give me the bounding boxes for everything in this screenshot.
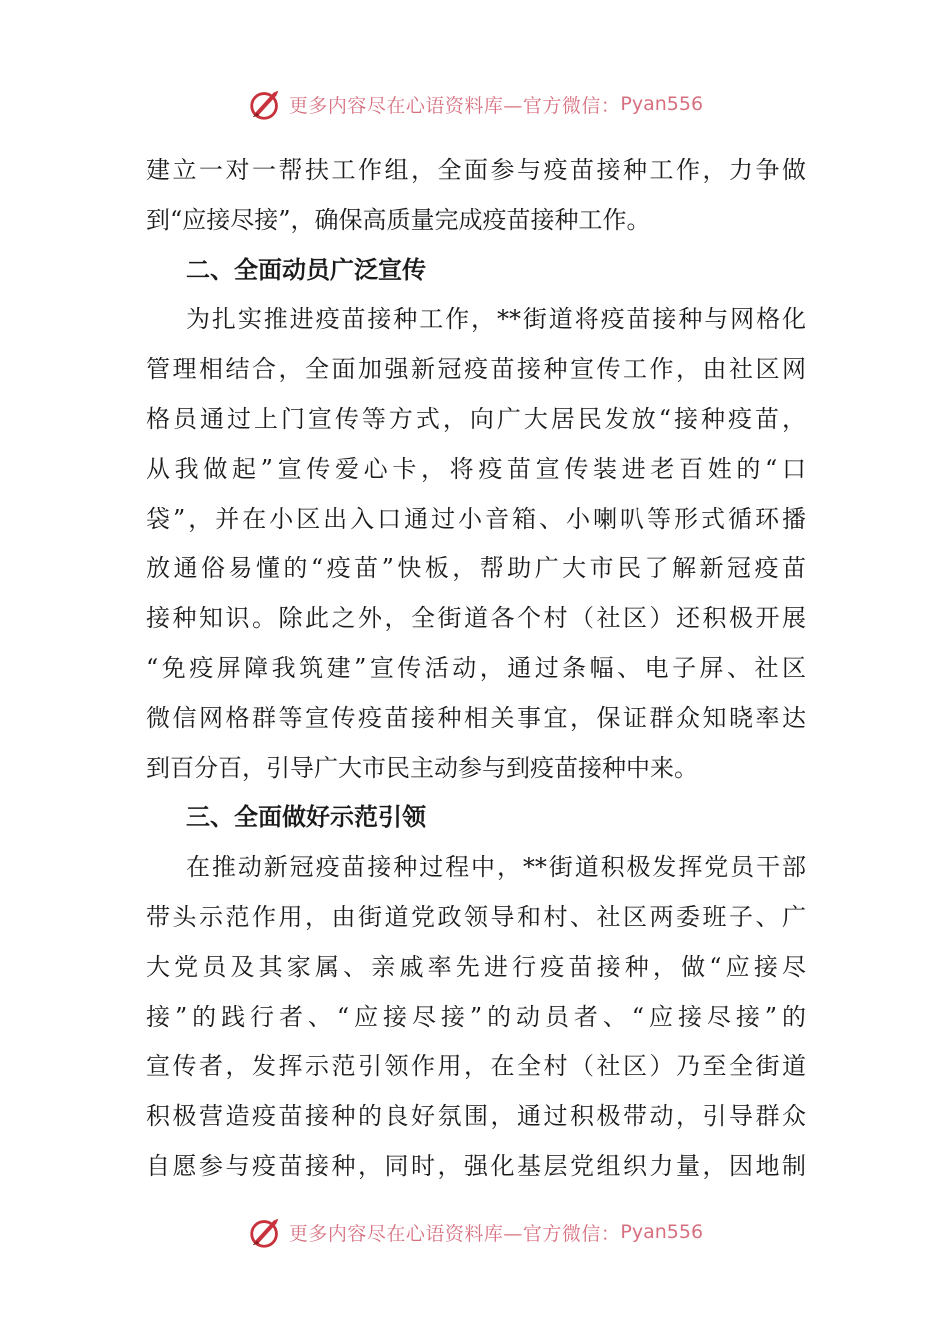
watermark-wechat-id: Pyan556 [620,1221,704,1243]
watermark-text: 更多内容尽在心语资料库—官方微信： [288,1222,621,1245]
text-line: 自愿参与疫苗接种，同时，强化基层党组织力量，因地制 [146,1151,806,1180]
header-watermark [0,82,950,126]
watermark-text: 更多内容尽在心语资料库—官方微信： [288,94,621,117]
text-line: 大党员及其家属、亲戚率先进行疫苗接种，做“应接尽 [146,952,806,981]
pen-logo-icon [247,1213,285,1251]
text-line: 袋”，并在小区出入口通过小音箱、小喇叭等形式循环播 [146,504,806,533]
text-line: 到百分百，引导广大市民主动参与到疫苗接种中来。 [146,753,698,782]
document-body [146,146,806,1192]
section-heading-2: 二、全面动员广泛宣传 [186,255,426,284]
text-line: 微信网格群等宣传疫苗接种相关事宜，保证群众知晓率达 [146,703,806,732]
text-line: 接”的践行者、“应接尽接”的动员者、“应接尽接”的 [146,1002,806,1031]
section-heading-3: 三、全面做好示范引领 [186,803,426,832]
text-line: 带头示范作用，由街道党政领导和村、社区两委班子、广 [146,902,806,931]
text-line: “免疫屏障我筑建”宣传活动，通过条幅、电子屏、社区 [146,653,806,682]
text-line: 在推动新冠疫苗接种过程中，**街道积极发挥党员干部 [186,853,806,882]
text-line: 放通俗易懂的“疫苗”快板，帮助广大市民了解新冠疫苗 [146,554,806,583]
text-line: 接种知识。除此之外，全街道各个村（社区）还积极开展 [146,604,806,633]
text-line: 建立一对一帮扶工作组，全面参与疫苗接种工作，力争做 [146,156,806,184]
text-line: 管理相结合，全面加强新冠疫苗接种宣传工作，由社区网 [146,355,806,384]
text-line: 格员通过上门宣传等方式，向广大居民发放“接种疫苗， [146,404,806,433]
text-line: 为扎实推进疫苗接种工作，**街道将疫苗接种与网格化 [186,305,806,334]
text-line: 积极营造疫苗接种的良好氛围，通过积极带动，引导群众 [146,1102,806,1131]
text-line: 从我做起”宣传爱心卡，将疫苗宣传装进老百姓的“口 [146,454,806,483]
pen-logo-icon [247,85,285,123]
footer-watermark [0,1210,950,1254]
text-line: 到“应接尽接”，确保高质量完成疫苗接种工作。 [146,205,651,234]
watermark-wechat-id: Pyan556 [620,93,704,115]
text-line: 宣传者，发挥示范引领作用，在全村（社区）乃至全街道 [146,1052,806,1081]
